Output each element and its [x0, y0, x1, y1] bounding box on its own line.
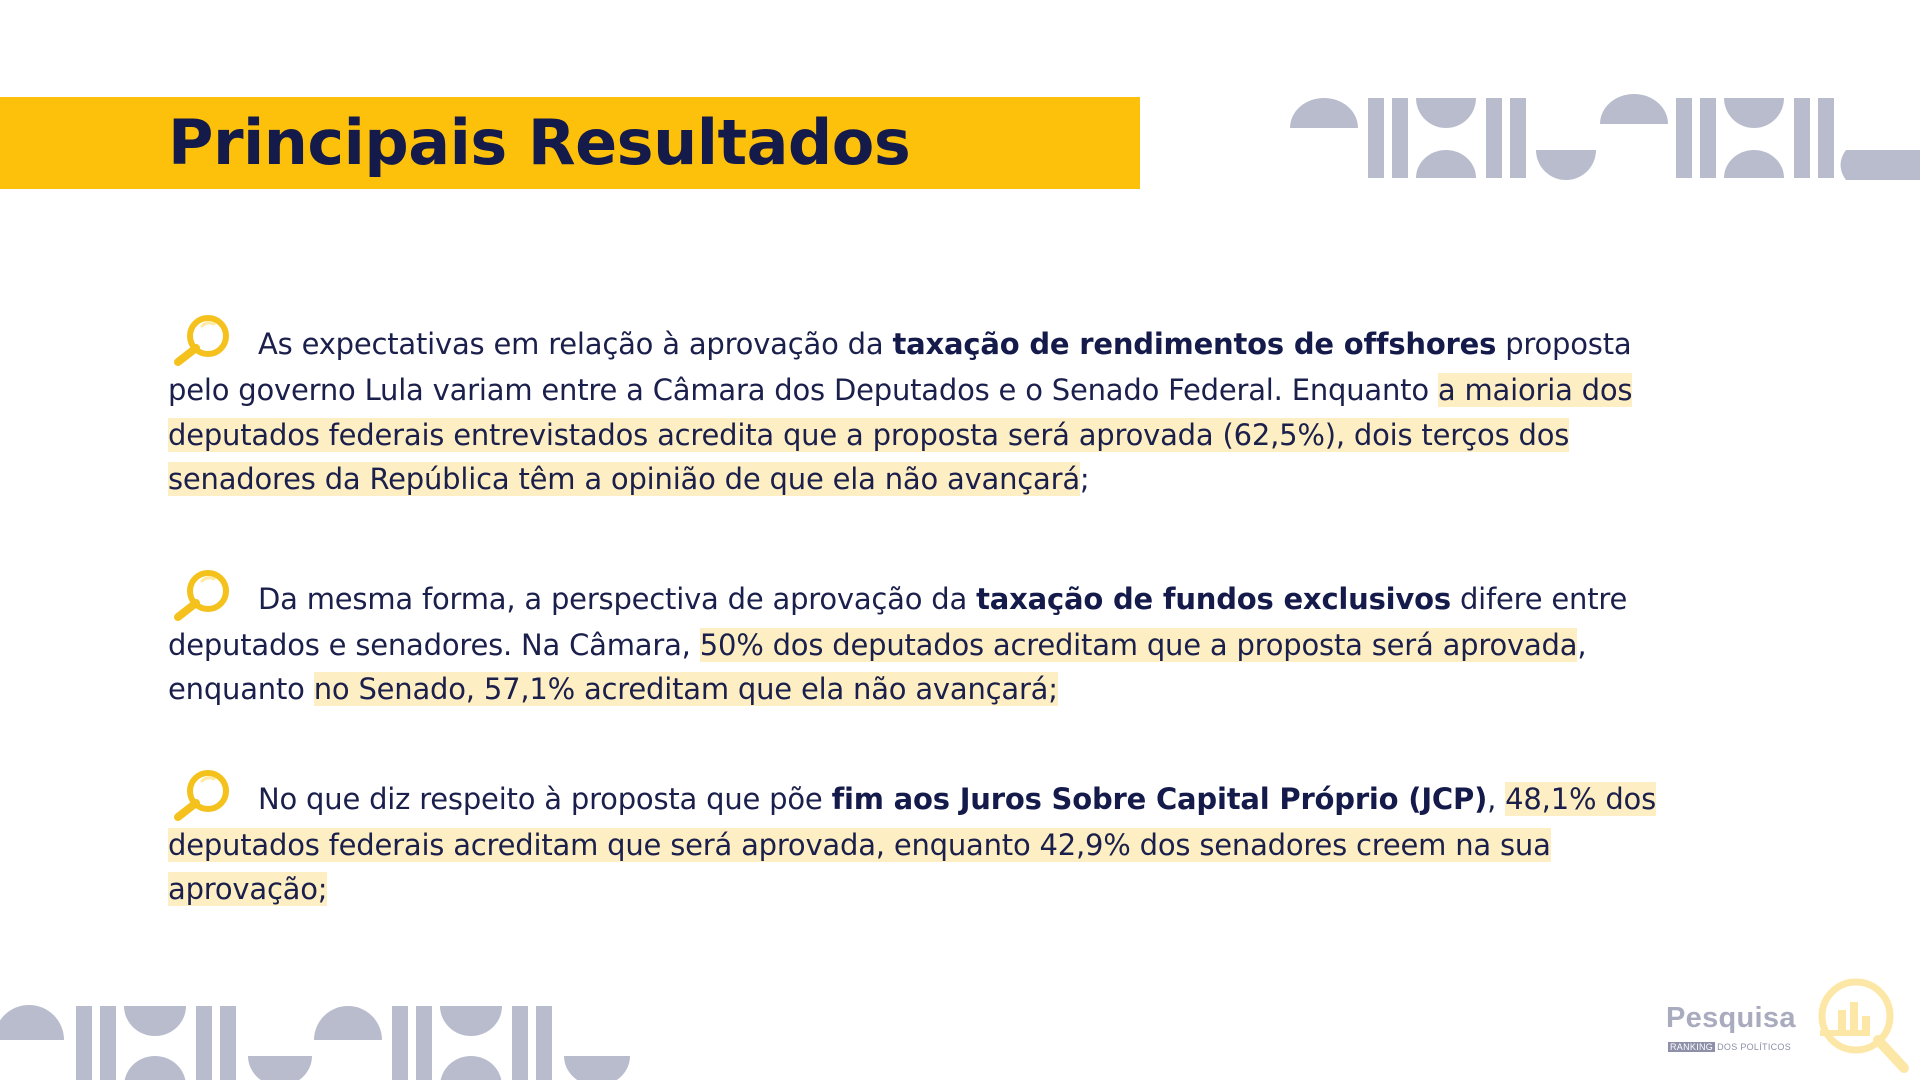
- logo-wordmark: Pesquisa: [1666, 1002, 1796, 1034]
- item-text: proposta pelo governo Lula variam entre a Câmara dos Deputados e o Senado Federal. Enquanto: [168, 327, 1632, 407]
- logo-sub-text: DOS POLÍTICOS: [1717, 1042, 1792, 1052]
- item-text: As expectativas em relação à aprovação da: [258, 327, 893, 361]
- item-keyword: fim aos Juros Sobre Capital Próprio (JCP): [831, 781, 1488, 816]
- highlighted-text: no Senado, 57,1% acreditam que ela não avançará;: [313, 672, 1058, 706]
- logo-subtitle: [1668, 1042, 1791, 1052]
- highlighted-text: a maioria dos deputados federais entrevistados acredita que a proposta será aprovada (62,5%), dois terços dos senadores da República têm a opinião de que ela não avançará: [168, 373, 1633, 496]
- list-item: [168, 767, 1688, 912]
- highlighted-text: 48,1% dos deputados federais acreditam que será aprovada, enquanto 42,9% dos senadores creem na sua aprovação;: [168, 781, 1656, 906]
- logo-tag: RANKING: [1670, 1042, 1714, 1052]
- page-title: Principais Resultados: [168, 106, 911, 179]
- top-right-decoration: [1290, 94, 1920, 180]
- item-text: difere entre deputados e senadores. Na Câmara,: [168, 581, 1628, 662]
- list-item: [168, 312, 1688, 502]
- item-text: ;: [1079, 462, 1090, 496]
- magnifier-icon: [168, 767, 236, 823]
- magnifier-icon: [168, 567, 236, 623]
- bottom-left-decoration: [0, 1000, 640, 1080]
- item-text: , enquanto: [168, 627, 1587, 706]
- item-text: No que diz respeito à proposta que põe: [258, 781, 832, 816]
- item-keyword: taxação de fundos exclusivos: [976, 581, 1451, 616]
- item-text: ,: [1487, 781, 1506, 816]
- highlighted-text: 50% dos deputados acreditam que a proposta será aprovada: [699, 627, 1578, 662]
- item-keyword: taxação de rendimentos de offshores: [892, 327, 1497, 361]
- magnifier-icon: [168, 312, 236, 368]
- item-text: Da mesma forma, a perspectiva de aprovação da: [258, 581, 977, 616]
- list-item: [168, 567, 1688, 712]
- pesquisa-logo: [1660, 972, 1920, 1080]
- results-list: [168, 312, 1688, 912]
